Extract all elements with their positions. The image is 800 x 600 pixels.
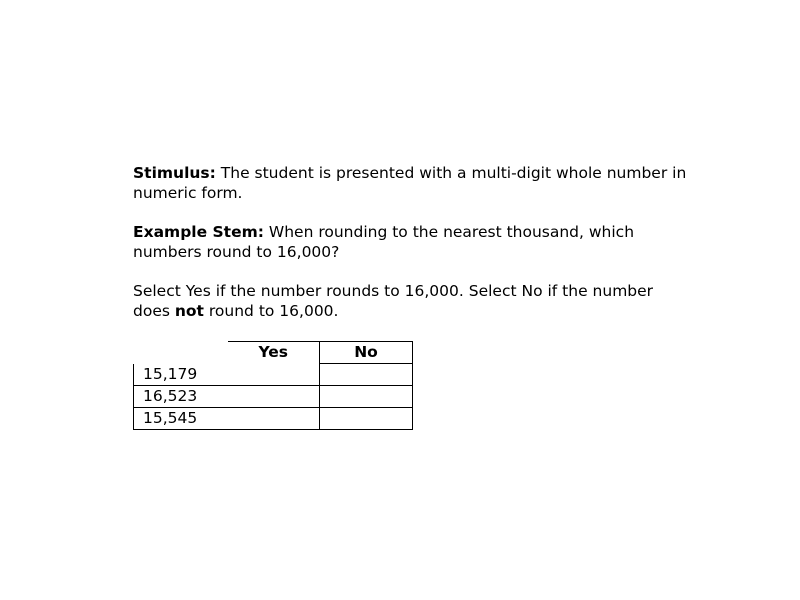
number-cell: 15,545 <box>134 408 228 430</box>
item-description <box>133 164 693 321</box>
instructions-emphasis: not <box>174 301 204 320</box>
instructions-text-part1: Select Yes if the number rounds to 16,000. Select No if the number does <box>133 282 654 320</box>
header-yes: Yes <box>228 342 320 364</box>
stimulus-label: Stimulus: <box>133 164 216 182</box>
header-no: No <box>320 342 413 364</box>
yes-cell[interactable] <box>228 386 320 408</box>
no-cell[interactable] <box>320 408 413 430</box>
table-row <box>134 364 413 386</box>
table-row <box>134 408 413 430</box>
number-cell: 16,523 <box>134 386 228 408</box>
instructions-paragraph <box>133 282 693 321</box>
number-cell: 15,179 <box>134 364 228 386</box>
no-cell[interactable] <box>320 386 413 408</box>
yes-no-table <box>133 341 413 430</box>
header-label-cell <box>134 342 228 364</box>
yes-cell[interactable] <box>228 408 320 430</box>
stimulus-text: The student is presented with a multi-digit whole number in numeric form. <box>133 164 687 202</box>
table-header-row <box>134 342 413 364</box>
stimulus-paragraph <box>133 164 693 203</box>
instructions-text-part2: round to 16,000. <box>203 301 339 320</box>
example-stem-text: When rounding to the nearest thousand, which numbers round to 16,000? <box>133 223 635 261</box>
yes-cell[interactable] <box>228 364 320 386</box>
example-stem-label: Example Stem: <box>133 223 264 241</box>
example-stem-paragraph <box>133 223 693 262</box>
table-row <box>134 386 413 408</box>
no-cell[interactable] <box>320 364 413 386</box>
